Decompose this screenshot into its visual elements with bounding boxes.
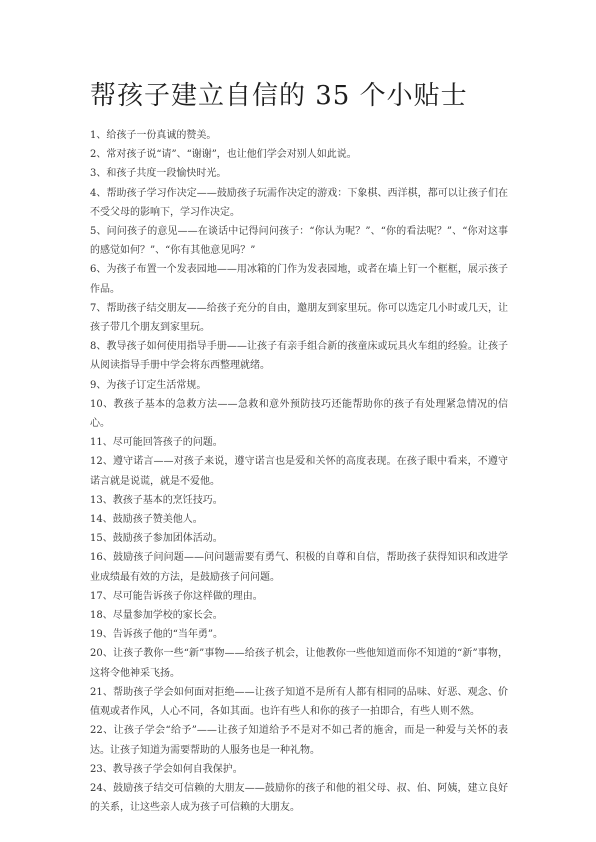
- tips-list: [90, 126, 508, 817]
- tip-item: 5、问问孩子的意见——在谈话中记得问问孩子：“你认为呢？”、“你的看法呢？”、“你对这事的感觉如何？”、“你有其他意见吗？”: [90, 226, 508, 257]
- tip-item: 12、遵守诺言——对孩子来说，遵守诺言也是爱和关怀的高度表现。在孩子眼中看来，不遵守诺言就是说谎，就是不爱他。: [90, 456, 508, 487]
- tip-item: 2、常对孩子说“请”、“谢谢”，也让他们学会对别人如此说。: [90, 149, 357, 161]
- tip-item: 3、和孩子共度一段愉快时光。: [90, 168, 227, 180]
- tip-item: 1、给孩子一份真诚的赞美。: [90, 130, 217, 141]
- tip-item: 19、告诉孩子他的“当年勇”。: [90, 629, 223, 641]
- tip-item: 4、帮助孩子学习作决定——鼓励孩子玩需作决定的游戏：下象棋、西洋棋，都可以让孩子们在不受父母的影响下，学习作决定。: [90, 187, 508, 218]
- tip-item: 17、尽可能告诉孩子你这样做的理由。: [90, 590, 263, 602]
- tip-item: 20、让孩子教你一些“新”事物——给孩子机会，让他教你一些他知道而你不知道的“新”事物，这将令他神采飞扬。: [90, 648, 508, 679]
- tip-item: 21、帮助孩子学会如何面对拒绝——让孩子知道不是所有人都有相同的品味、好恶、观念、价值观或者作风，人心不同，各如其面。也许有些人和你的孩子一拍即合，有些人则不然。: [90, 686, 508, 718]
- tip-item: 24、鼓励孩子结交可信赖的大朋友——鼓励你的孩子和他的祖父母、叔、伯、阿姨，建立良好的关系，让这些亲人成为孩子可信赖的大朋友。: [90, 782, 508, 814]
- tip-item: 18、尽量参加学校的家长会。: [90, 610, 223, 622]
- tip-item: 8、教导孩子如何使用指导手册——让孩子有亲手组合新的孩童床或玩具火车组的经验。让孩子从阅读指导手册中学会将东西整理就绪。: [90, 341, 508, 372]
- tip-item: 7、帮助孩子结交朋友——给孩子充分的自由，邀朋友到家里玩。你可以选定几小时或几天，让孩子带几个朋友到家里玩。: [90, 302, 508, 334]
- tip-item: 6、为孩子布置一个发表园地——用冰箱的门作为发表园地，或者在墙上钉一个框框，展示孩子作品。: [90, 264, 508, 295]
- tip-item: 22、让孩子学会“给予”——让孩子知道给予不是对不如己者的施舍，而是一种爱与关怀的表达。让孩子知道为需要帮助的人服务也是一种礼物。: [90, 725, 508, 756]
- tip-item: 16、鼓励孩子问问题——问问题需要有勇气、积极的自尊和自信，帮助孩子获得知识和改进学业成绩最有效的方法，是鼓励孩子问问题。: [90, 552, 508, 583]
- tip-item: 11、尽可能回答孩子的问题。: [90, 437, 223, 449]
- tip-item: 23、教导孩子学会如何自我保护。: [90, 763, 243, 775]
- tip-item: 10、教孩子基本的急救方法——急救和意外预防技巧还能帮助你的孩子有处理紧急情况的信心。: [90, 398, 508, 430]
- tip-item: 13、教孩子基本的烹饪技巧。: [90, 494, 223, 506]
- page-title: 帮孩子建立自信的 35 个小贴士: [90, 81, 468, 111]
- tip-item: 15、鼓励孩子参加团体活动。: [90, 533, 223, 545]
- tip-item: 9、为孩子订定生活常规。: [90, 379, 207, 391]
- tip-item: 14、鼓励孩子赞美他人。: [90, 514, 203, 526]
